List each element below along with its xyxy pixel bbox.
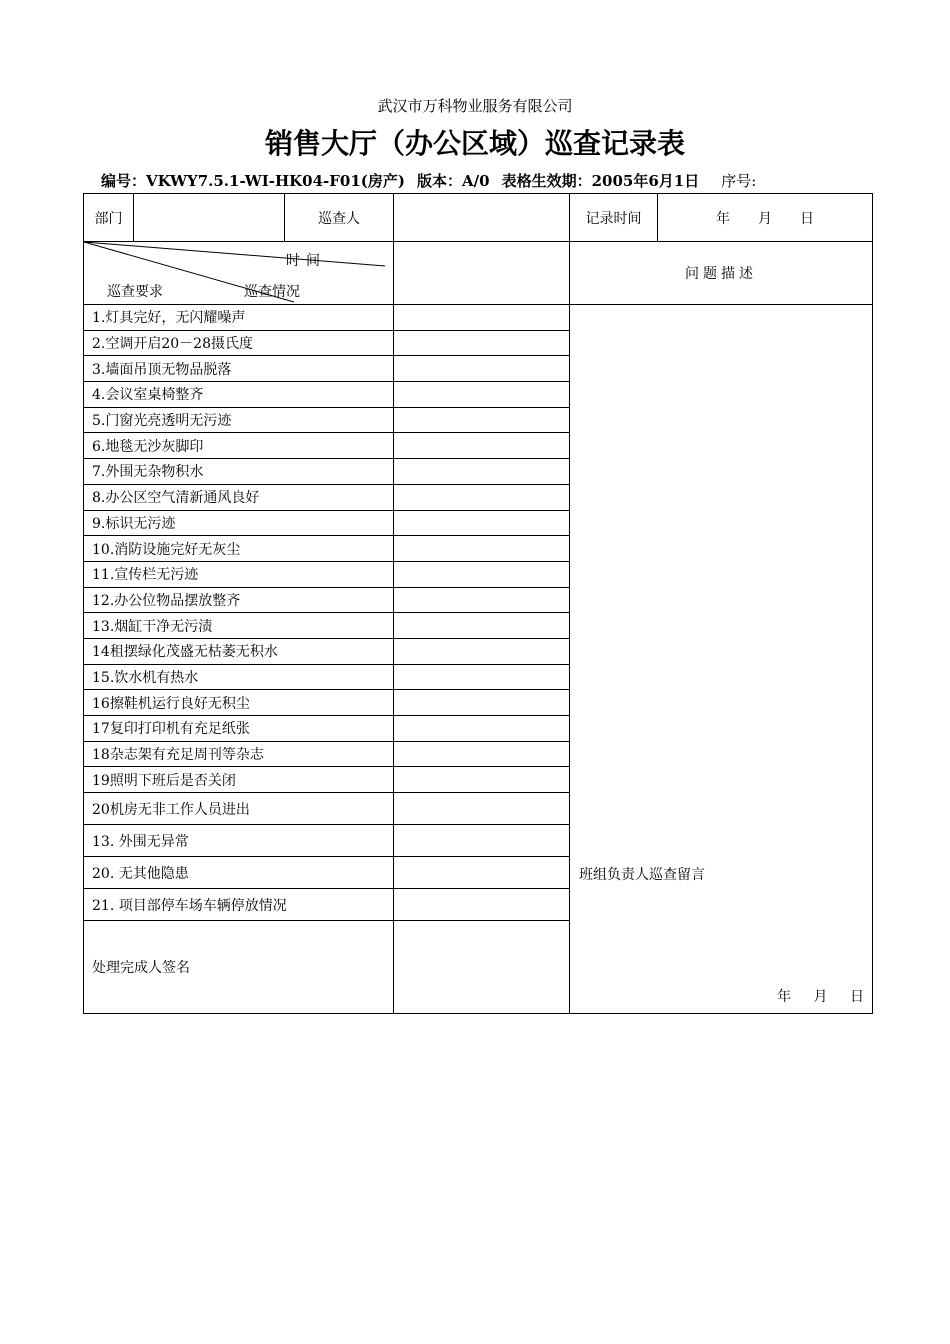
inspection-item-label: 10.消防设施完好无灰尘 (84, 536, 394, 562)
inspection-item-result[interactable] (394, 741, 570, 767)
inspection-item-result[interactable] (394, 825, 570, 857)
inspection-item-label: 21. 项目部停车场车辆停放情况 (84, 889, 394, 921)
inspection-item-label: 3.墙面吊顶无物品脱落 (84, 356, 394, 382)
inspection-item-result[interactable] (394, 793, 570, 825)
inspection-item-result[interactable] (394, 433, 570, 459)
subheader-row (84, 242, 873, 305)
inspection-item-result[interactable] (394, 484, 570, 510)
inspection-item-label: 9.标识无污迹 (84, 510, 394, 536)
inspection-item-label: 14租摆绿化茂盛无枯萎无积水 (84, 638, 394, 664)
inspection-item-label: 19照明下班后是否关闭 (84, 767, 394, 793)
inspection-item-label: 7.外围无杂物积水 (84, 459, 394, 485)
company-name: 武汉市万科物业服务有限公司 (377, 97, 573, 115)
dept-input[interactable] (134, 194, 285, 242)
inspection-item-result[interactable] (394, 561, 570, 587)
inspection-item-label: 13.烟缸干净无污渍 (84, 613, 394, 639)
inspection-item-result[interactable] (394, 510, 570, 536)
inspection-item-label: 20. 无其他隐患 (84, 857, 394, 889)
signature-input[interactable] (394, 921, 570, 1014)
inspection-item-label: 5.门窗光亮透明无污迹 (84, 407, 394, 433)
inspector-label: 巡查人 (285, 194, 394, 242)
version-value: A/0 (462, 172, 490, 190)
record-time-label: 记录时间 (570, 194, 658, 242)
inspection-item-result[interactable] (394, 638, 570, 664)
diag-time-label: 时间 (286, 253, 326, 269)
inspection-item-label: 20机房无非工作人员进出 (84, 793, 394, 825)
leader-note-label: 班组负责人巡查留言 (579, 867, 705, 883)
inspection-item-result[interactable] (394, 767, 570, 793)
leader-note-date: 年 月 日 (777, 989, 864, 1006)
header-row (84, 194, 873, 242)
inspection-item-label: 6.地毯无沙灰脚印 (84, 433, 394, 459)
inspection-item-result[interactable] (394, 690, 570, 716)
code-value: VKWY7.5.1-WI-HK04-F01(房产) (146, 172, 405, 190)
inspection-item-result[interactable] (394, 716, 570, 742)
inspection-item-label: 15.饮水机有热水 (84, 664, 394, 690)
code-label: 编号： (101, 172, 147, 190)
problem-description-area[interactable] (570, 305, 873, 1014)
inspection-item-result[interactable] (394, 330, 570, 356)
version-label: 版本： (417, 172, 463, 190)
inspection-item-label: 18杂志架有充足周刊等杂志 (84, 741, 394, 767)
inspection-item-label: 17复印打印机有充足纸张 (84, 716, 394, 742)
inspection-table (83, 193, 873, 1014)
effective-label: 表格生效期： (501, 172, 592, 190)
inspection-item-label: 11.宣传栏无污迹 (84, 561, 394, 587)
problem-desc-label: 问题描述 (570, 242, 873, 305)
inspection-item-result[interactable] (394, 536, 570, 562)
time-input[interactable] (394, 242, 570, 305)
inspection-item-label: 2.空调开启20－28摄氏度 (84, 330, 394, 356)
inspection-item-label: 1.灯具完好，无闪耀噪声 (84, 305, 394, 331)
form-meta-line (101, 170, 756, 191)
diag-situation-label: 巡查情况 (244, 284, 300, 300)
inspection-item-label: 12.办公位物品摆放整齐 (84, 587, 394, 613)
dept-label: 部门 (84, 194, 134, 242)
inspection-item-label: 4.会议室桌椅整齐 (84, 382, 394, 408)
inspection-item-label: 13. 外围无异常 (84, 825, 394, 857)
inspection-item-result[interactable] (394, 664, 570, 690)
effective-value: 2005年6月1日 (591, 172, 700, 190)
inspection-item-row (84, 305, 873, 331)
inspection-item-result[interactable] (394, 587, 570, 613)
inspection-item-result[interactable] (394, 382, 570, 408)
inspection-item-label: 16擦鞋机运行良好无积尘 (84, 690, 394, 716)
inspection-item-result[interactable] (394, 459, 570, 485)
inspection-item-result[interactable] (394, 857, 570, 889)
inspection-item-result[interactable] (394, 305, 570, 331)
form-title: 销售大厅（办公区域）巡查记录表 (264, 127, 685, 160)
signature-label: 处理完成人签名 (84, 921, 394, 1014)
inspection-item-result[interactable] (394, 356, 570, 382)
diagonal-header-cell (84, 242, 394, 305)
serial-label: 序号: (721, 172, 757, 190)
inspector-input[interactable] (394, 194, 570, 242)
inspection-item-result[interactable] (394, 613, 570, 639)
diag-requirement-label: 巡查要求 (107, 284, 163, 300)
inspection-item-result[interactable] (394, 407, 570, 433)
record-time-value[interactable]: 年 月 日 (658, 194, 873, 242)
inspection-item-result[interactable] (394, 889, 570, 921)
inspection-item-label: 8.办公区空气清新通风良好 (84, 484, 394, 510)
